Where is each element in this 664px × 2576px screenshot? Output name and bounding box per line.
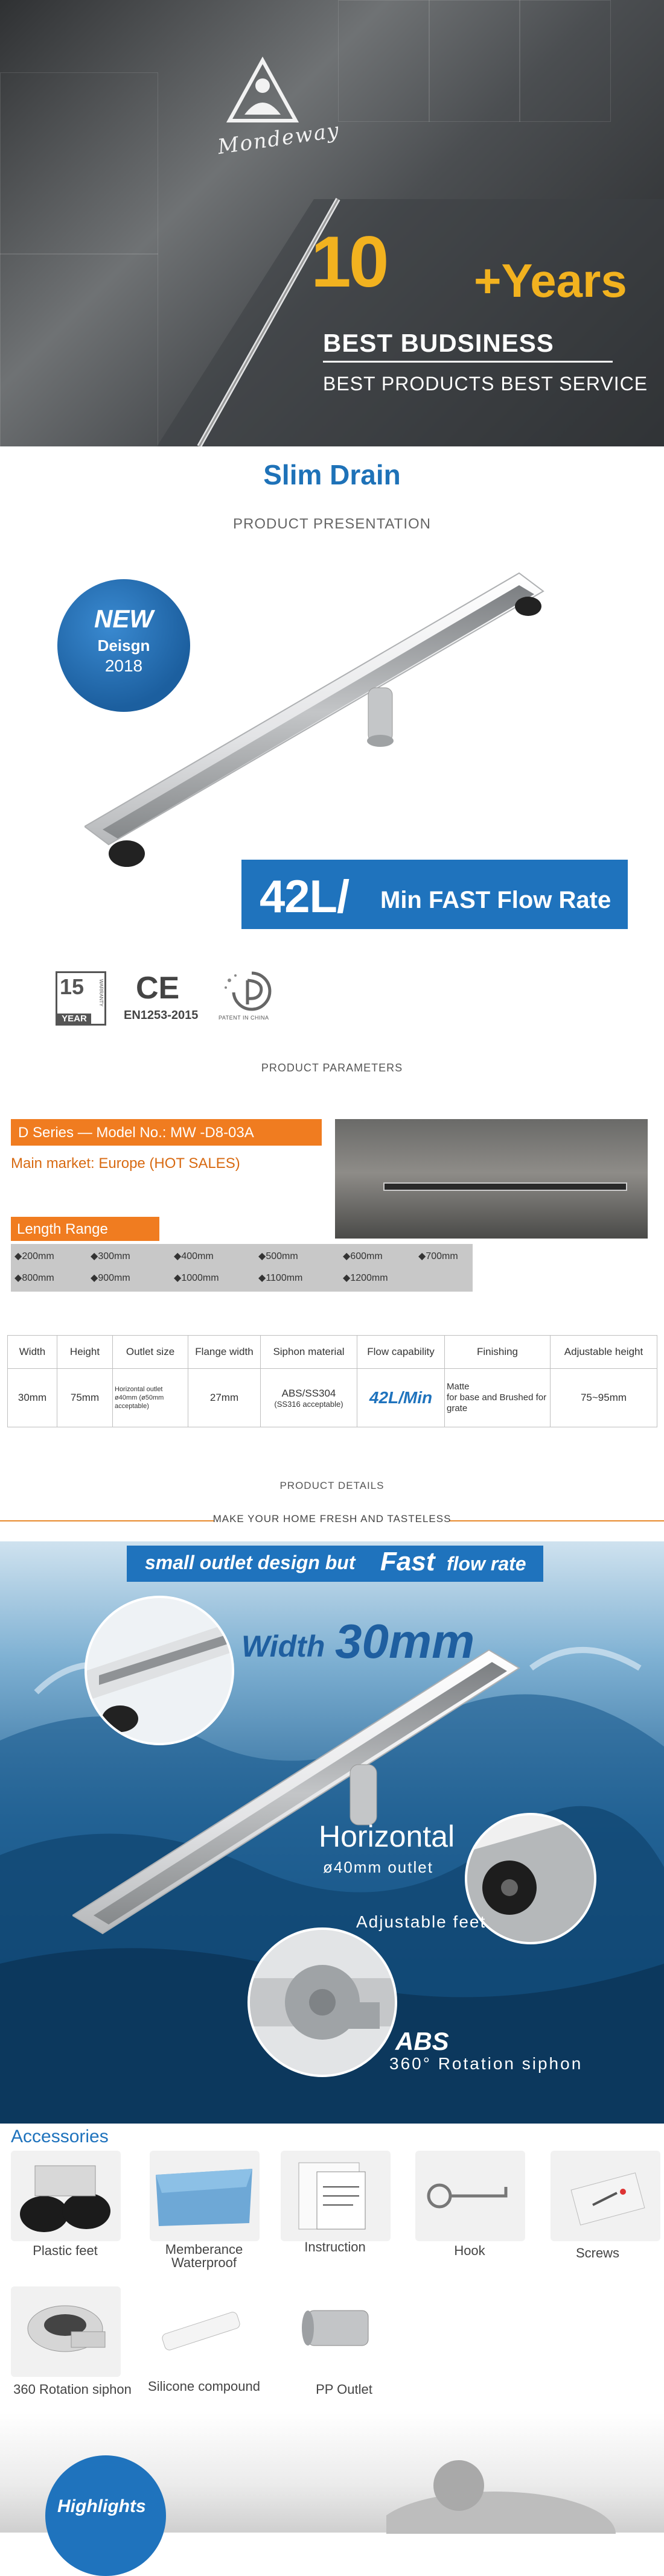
ce-standard: EN1253-2015: [124, 1009, 199, 1022]
outlet-design-banner: [127, 1546, 543, 1582]
ce-mark: CE: [136, 971, 180, 1006]
length-option: 800mm: [22, 1273, 54, 1283]
warranty-number: 15: [60, 974, 85, 999]
outlet-banner-text: small outlet design but: [145, 1552, 356, 1573]
accessory-hook: [415, 2151, 525, 2241]
horizontal-label: Horizontal: [319, 1819, 455, 1853]
adjustable-feet-label: Adjustable feet: [356, 1912, 487, 1931]
warranty-year: YEAR: [57, 1014, 91, 1024]
siphon-detail-circle: [247, 1927, 397, 2077]
rotation-siphon-label: 360° Rotation siphon: [389, 2054, 583, 2073]
plastic-feet-icon: [11, 2151, 121, 2241]
accessory-membrane: [150, 2151, 260, 2241]
length-option: 300mm: [98, 1251, 130, 1261]
width-label: Width: [241, 1629, 325, 1663]
adjustable-feet-image: [467, 1815, 594, 1942]
person-photo: [386, 2449, 640, 2534]
silicone-icon: [150, 2286, 260, 2377]
section-title: Slim Drain: [263, 459, 401, 490]
series-model-text: D Series — Model No.: MW -D8-03A: [18, 1125, 254, 1141]
accessory-label: PP Outlet: [316, 2382, 372, 2397]
table-cell-outlet: Horizontal outlet ø40mm (ø50mm acceptable): [113, 1369, 188, 1427]
length-option: 400mm: [181, 1251, 214, 1261]
instruction-icon: [281, 2151, 391, 2241]
accessory-label-group: [135, 2243, 273, 2270]
table-row: [8, 1369, 657, 1427]
main-market: Main market: Europe (HOT SALES): [11, 1155, 240, 1172]
finishing-grate: for base and Brushed for grate: [447, 1392, 547, 1413]
table-header: Width: [8, 1336, 57, 1369]
siphon-material: ABS/SS304: [281, 1387, 336, 1399]
accessory-screws: [551, 2151, 660, 2241]
pp-outlet-icon: [281, 2286, 391, 2377]
installed-drain-bar: [383, 1182, 627, 1191]
hero-years-suffix: +Years: [474, 254, 627, 307]
table-cell-siphon: [261, 1369, 357, 1427]
length-options: ◆200mm ◆300mm ◆400mm ◆500mm ◆600mm ◆700mm ◆800mm ◆900mm ◆1000mm ◆1100mm ◆1200mm: [11, 1244, 473, 1292]
section-subtitle: PRODUCT PRESENTATION: [232, 516, 432, 532]
hook-icon: [415, 2151, 525, 2241]
hero-tagline-1: BEST BUDSINESS: [323, 329, 554, 357]
length-option: 700mm: [426, 1251, 458, 1261]
table-header: Adjustable height: [551, 1336, 657, 1369]
outlet-banner-rate: flow rate: [447, 1553, 526, 1575]
length-range-label: [11, 1217, 159, 1241]
installed-drain-photo: [335, 1119, 648, 1239]
width-detail-image: [87, 1598, 232, 1743]
length-option: 1100mm: [266, 1273, 303, 1283]
accessory-silicone: [150, 2286, 260, 2377]
table-cell-finishing: [445, 1369, 551, 1427]
length-option: 900mm: [98, 1273, 130, 1283]
accessory-label: Instruction: [304, 2239, 366, 2254]
length-range-heading: Length Range: [17, 1221, 108, 1237]
table-header-row: [8, 1336, 657, 1369]
details-subheading: MAKE YOUR HOME FRESH AND TASTELESS: [212, 1513, 452, 1524]
accessories-title: Accessories: [11, 2127, 109, 2146]
length-option: 500mm: [266, 1251, 298, 1261]
accessory-label: Silicone compound: [148, 2379, 260, 2394]
table-header: Height: [57, 1336, 113, 1369]
brand-name: Mondeway: [216, 118, 342, 159]
patent-icon: [219, 968, 285, 1014]
length-option: 1000mm: [181, 1273, 219, 1283]
table-header: Outlet size: [113, 1336, 188, 1369]
series-label: [11, 1119, 322, 1146]
flow-rate-banner: [241, 860, 628, 929]
hero-years-number: 10: [311, 221, 387, 302]
abs-label: ABS: [395, 2027, 449, 2055]
badge-new-text: NEW: [94, 604, 153, 633]
table-cell-height: 75mm: [57, 1369, 113, 1427]
accessory-label: Waterproof: [171, 2255, 237, 2270]
finishing-base: Matte: [447, 1382, 470, 1392]
table-cell-flow: 42L/Min: [357, 1369, 445, 1427]
width-value: 30mm: [335, 1614, 475, 1668]
length-option: 200mm: [22, 1251, 54, 1261]
spec-table: [7, 1335, 657, 1427]
flow-rate-value: 42L/: [260, 871, 350, 922]
hero-banner: [0, 0, 664, 446]
outlet-banner-fast: Fast: [380, 1547, 435, 1576]
table-header: Flow capability: [357, 1336, 445, 1369]
table-header: Siphon material: [261, 1336, 357, 1369]
badge-year-text: 2018: [104, 656, 143, 675]
accessory-rotation-siphon: [11, 2286, 121, 2377]
table-cell-adjustable: 75~95mm: [551, 1369, 657, 1427]
length-option: 600mm: [350, 1251, 383, 1261]
warranty-badge: [56, 971, 106, 1026]
table-cell-flange: 27mm: [188, 1369, 261, 1427]
screws-icon: [551, 2151, 660, 2241]
accessory-label: 360 Rotation siphon: [13, 2382, 132, 2397]
accessory-plastic-feet: [11, 2151, 121, 2241]
siphon-icon: [11, 2286, 121, 2377]
accessory-instruction: [281, 2151, 391, 2241]
accessory-label: Hook: [454, 2243, 485, 2258]
details-heading: PRODUCT DETAILS: [279, 1480, 385, 1491]
accessory-label: Memberance: [165, 2242, 243, 2257]
width-detail-circle: [85, 1596, 234, 1745]
table-header: Flange width: [188, 1336, 261, 1369]
hero-divider: [323, 361, 613, 363]
new-design-badge: [57, 579, 190, 712]
length-option: 1200mm: [350, 1273, 388, 1283]
flow-rate-text: Min FAST Flow Rate: [380, 887, 611, 913]
horizontal-outlet-size: ø40mm outlet: [323, 1858, 433, 1876]
parameters-heading: PRODUCT PARAMETERS: [261, 1062, 403, 1074]
warranty-side-text: WARRANTY: [98, 979, 104, 1007]
badge-design-text: Deisgn: [97, 636, 150, 655]
table-cell-width: 30mm: [8, 1369, 57, 1427]
membrane-icon: [150, 2151, 260, 2241]
brand-logo-icon: [217, 48, 308, 127]
rotation-siphon-image: [250, 1930, 395, 2075]
siphon-alternative: (SS316 acceptable): [274, 1399, 343, 1409]
accessory-label: Screws: [575, 2245, 620, 2260]
hero-tagline-2: BEST PRODUCTS BEST SERVICE: [323, 373, 648, 395]
patent-text: PATENT IN CHINA: [219, 1015, 269, 1021]
accessory-pp-outlet: [281, 2286, 391, 2377]
accessory-label: Plastic feet: [33, 2243, 98, 2258]
table-header: Finishing: [445, 1336, 551, 1369]
highlights-label: Highlights: [57, 2496, 146, 2516]
